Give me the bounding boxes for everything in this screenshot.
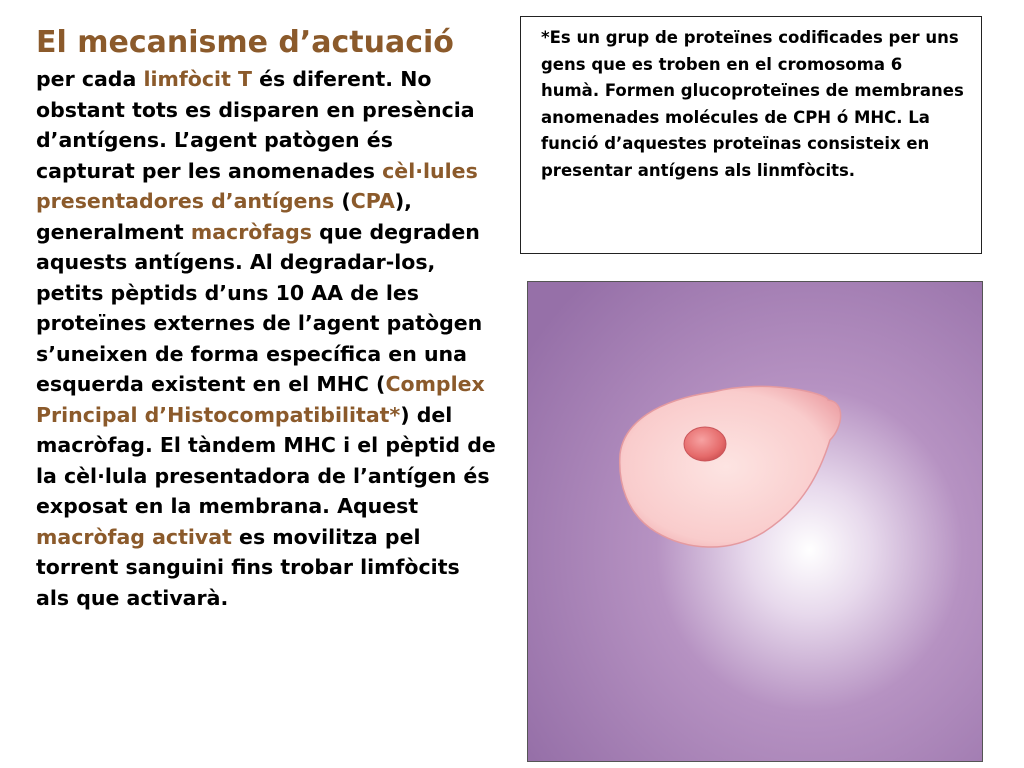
text-segment: per cada [36, 67, 144, 91]
text-segment: que degraden aquests antígens. Al degradar-los, petits pèptids d’uns 10 AA de les proteïnes externes de l’agent patògen s’uneixen de forma específica en una esquerda existent en el MHC ( [36, 219, 483, 396]
cell-nucleus [684, 427, 726, 461]
footnote-text: *Es un grup de proteïnes codificades per uns gens que es troben en el cromosoma 6 humà. Formen glucoproteïnes de membranes anomenades molécules de CPH ó MHC. La funció d’aquestes proteïnas consisteix en presentar antígens als linmfòcits. [541, 28, 964, 180]
highlight-macrofags: macròfags [190, 219, 313, 244]
highlight-complex-principal: Complex Principal d’Histocompatibilitat* [36, 372, 485, 427]
highlight-macrofag-activat: macròfag activat [36, 524, 232, 549]
highlight-cpa: CPA [350, 189, 395, 213]
cell-image [527, 281, 983, 762]
slide-title: El mecanisme d’actuació [36, 25, 454, 60]
text-segment: ), generalment [36, 189, 412, 244]
macrophage-cell-illustration-icon [528, 282, 982, 761]
main-text [36, 22, 496, 613]
highlight-limfocit-t: limfòcit T [143, 67, 252, 91]
highlight-cellules-presentadores: cèl·lules presentadores d’antígens [36, 158, 478, 213]
text-segment: es movilitza pel torrent sanguini fins trobar limfòcits als que activarà. [36, 524, 460, 610]
footnote-box [520, 16, 982, 254]
text-segment: ) del macròfag. El tàndem MHC i el pèptid de la cèl·lula presentadora de l’antígen és exposat en la membrana. Aquest [36, 402, 496, 518]
text-segment: és diferent. No obstant tots es disparen en presència d’antígens. L’agent patògen és capturat per les anomenades [36, 67, 475, 183]
text-segment: ( [334, 189, 351, 213]
